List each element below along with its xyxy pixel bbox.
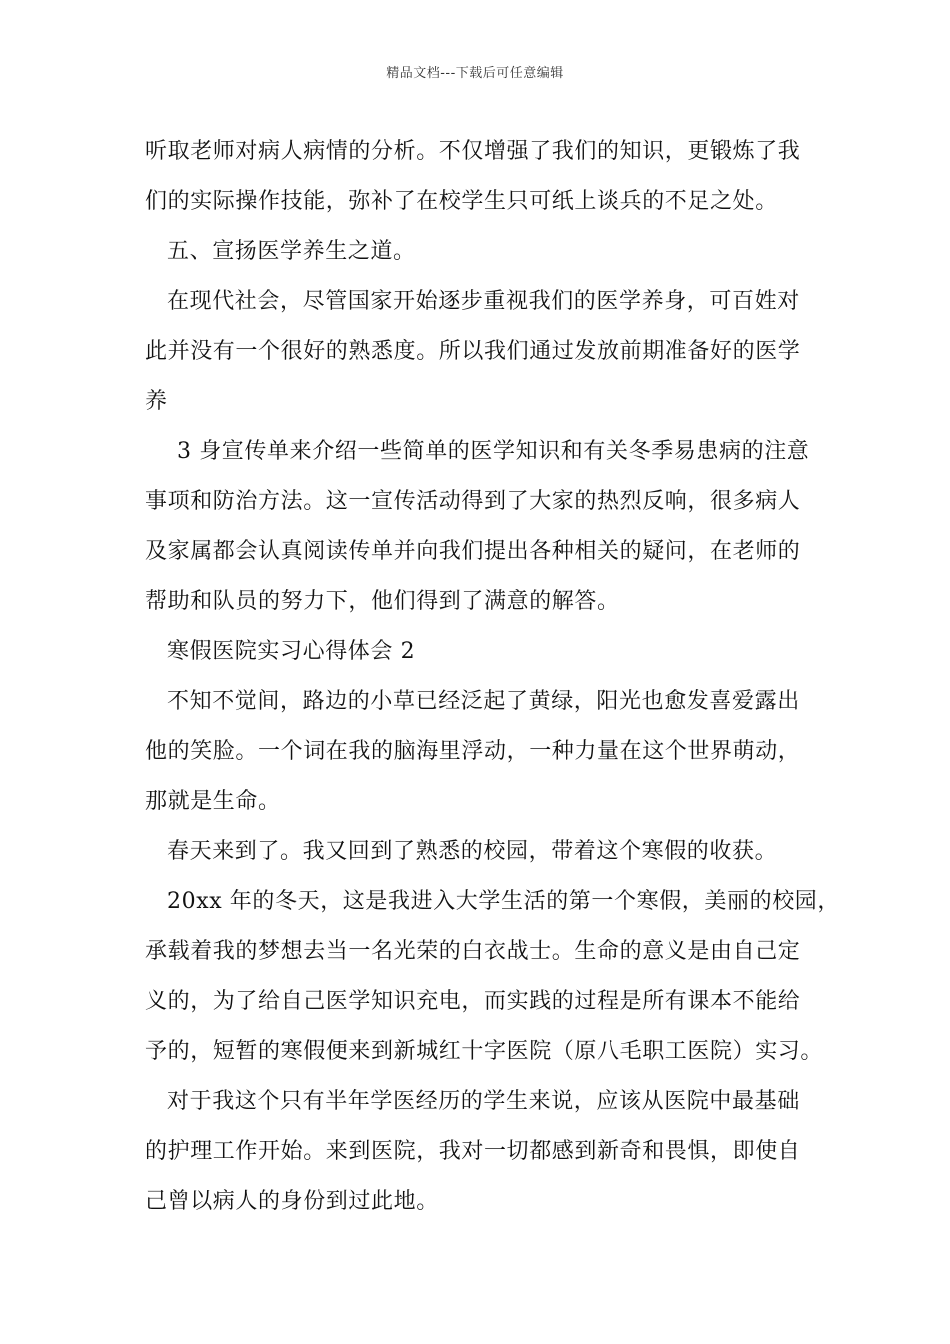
text-line: 不知不觉间，路边的小草已经泛起了黄绿，阳光也愈发喜爱露出 (167, 689, 800, 714)
text-line: 此并没有一个很好的熟悉度。所以我们通过发放前期准备好的医学 (145, 339, 801, 364)
text-line: 予的，短暂的寒假便来到新城红十字医院（原八毛职工医院）实习。 (145, 1039, 824, 1064)
text-line: 春天来到了。我又回到了熟悉的校园，带着这个寒假的收获。 (167, 839, 778, 864)
text-line: 义的，为了给自己医学知识充电，而实践的过程是所有课本不能给 (145, 989, 801, 1014)
text-line: 事项和防治方法。这一宣传活动得到了大家的热烈反响，很多病人 (145, 489, 801, 514)
text-line: 对于我这个只有半年学医经历的学生来说，应该从医院中最基础 (167, 1089, 800, 1114)
text-line: 己曾以病人的身份到过此地。 (145, 1189, 439, 1214)
text-line: 的护理工作开始。来到医院，我对一切都感到新奇和畏惧，即使自 (145, 1139, 801, 1164)
text-line: 听取老师对病人病情的分析。不仅增强了我们的知识，更锻炼了我 (145, 139, 801, 164)
text-line: 帮助和队员的努力下，他们得到了满意的解答。 (145, 589, 620, 614)
text-line: 3 身宣传单来介绍一些简单的医学知识和有关冬季易患病的注意 (177, 439, 810, 464)
text-line: 那就是生命。 (145, 789, 281, 814)
section-heading: 五、宣扬医学养生之道。 (167, 239, 416, 264)
text-line: 们的实际操作技能，弥补了在校学生只可纸上谈兵的不足之处。 (145, 189, 778, 214)
text-line: 养 (145, 389, 168, 414)
document-body (145, 132, 841, 1232)
text-line: 及家属都会认真阅读传单并向我们提出各种相关的疑问，在老师的 (145, 539, 801, 564)
section-title: 寒假医院实习心得体会 2 (167, 639, 416, 664)
text-line: 他的笑脸。一个词在我的脑海里浮动，一种力量在这个世界萌动， (145, 739, 801, 764)
text-line: 在现代社会，尽管国家开始逐步重视我们的医学养身，可百姓对 (167, 289, 800, 314)
text-line: 20xx 年的冬天，这是我进入大学生活的第一个寒假，美丽的校园， (167, 889, 841, 914)
page-header: 精品文档---下载后可任意编辑 (386, 66, 564, 81)
text-line: 承载着我的梦想去当一名光荣的白衣战士。生命的意义是由自己定 (145, 939, 801, 964)
